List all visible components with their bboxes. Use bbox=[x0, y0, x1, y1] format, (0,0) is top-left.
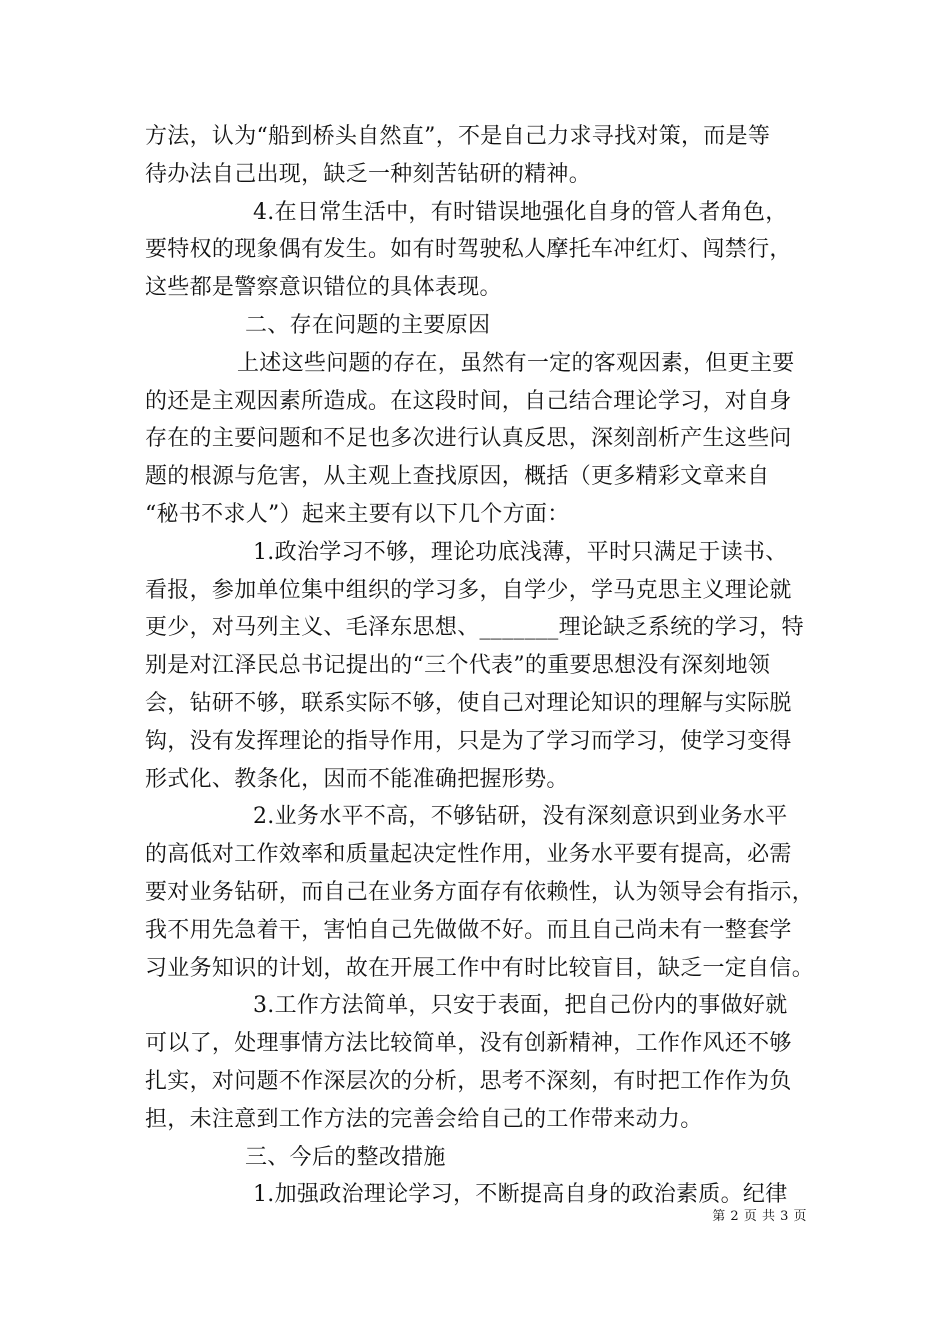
text-line: 要特权的现象偶有发生。如有时驾驶私人摩托车冲红灯、闯禁行， bbox=[145, 237, 792, 263]
text-line: 待办法自己出现，缺乏一种刻苦钻研的精神。 bbox=[145, 161, 592, 187]
text-line: 可以了，处理事情方法比较简单，没有创新精神，工作作风还不够 bbox=[145, 1031, 792, 1057]
text-line: 更少，对马列主义、毛泽东思想、_______理论缺乏系统的学习，特 bbox=[145, 615, 804, 641]
list-item-3: 3.工作方法简单，只安于表面，把自己份内的事做好就 bbox=[253, 993, 788, 1019]
list-item-4: 4.在日常生活中，有时错误地强化自身的管人者角色， bbox=[253, 199, 788, 225]
document-body bbox=[145, 118, 815, 1214]
text-line: 习业务知识的计划，故在开展工作中有时比较盲目，缺乏一定自信。 bbox=[145, 955, 815, 981]
text-line: 这些都是警察意识错位的具体表现。 bbox=[145, 275, 502, 301]
text-line: 方法，认为“船到桥头自然直”，不是自己力求寻找对策，而是等 bbox=[145, 124, 771, 149]
text-line: 我不用先急着干，害怕自己先做做不好。而且自己尚未有一整套学 bbox=[145, 917, 792, 943]
text-line: “秘书不求人”）起来主要有以下几个方面： bbox=[145, 501, 570, 527]
text-line: 的高低对工作效率和质量起决定性作用，业务水平要有提高，必需 bbox=[145, 842, 792, 868]
text-line: 看报，参加单位集中组织的学习多，自学少，学马克思主义理论就 bbox=[145, 577, 792, 603]
text-line: 题的根源与危害，从主观上查找原因，概括（更多精彩文章来自 bbox=[145, 464, 770, 490]
page-indicator: 第 2 页 共 3 页 bbox=[712, 1209, 807, 1224]
list-item-1: 1.政治学习不够，理论功底浅薄，平时只满足于读书、 bbox=[253, 539, 788, 565]
paragraph-start: 上述这些问题的存在，虽然有一定的客观因素，但更主要 bbox=[237, 350, 795, 376]
text-line: 别是对江泽民总书记提出的“三个代表”的重要思想没有深刻地领 bbox=[145, 653, 771, 679]
text-line: 扎实，对问题不作深层次的分析，思考不深刻，有时把工作作为负 bbox=[145, 1068, 792, 1094]
text-line: 担，未注意到工作方法的完善会给自己的工作带来动力。 bbox=[145, 1106, 703, 1132]
text-line: 存在的主要问题和不足也多次进行认真反思，深刻剖析产生这些问 bbox=[145, 426, 792, 452]
text-line: 会，钻研不够，联系实际不够，使自己对理论知识的理解与实际脱 bbox=[145, 690, 792, 716]
section-heading-2: 二、存在问题的主要原因 bbox=[245, 312, 491, 338]
section-heading-3: 三、今后的整改措施 bbox=[245, 1144, 446, 1170]
text-line: 的还是主观因素所造成。在这段时间，自己结合理论学习，对自身 bbox=[145, 388, 792, 414]
text-line: 形式化、教条化，因而不能准确把握形势。 bbox=[145, 766, 569, 792]
list-item-2: 2.业务水平不高，不够钻研，没有深刻意识到业务水平 bbox=[253, 804, 788, 830]
text-line: 要对业务钻研，而自己在业务方面存有依赖性，认为领导会有指示， bbox=[145, 879, 815, 905]
text-line: 钩，没有发挥理论的指导作用，只是为了学习而学习，使学习变得 bbox=[145, 728, 792, 754]
list-item-1-measures: 1.加强政治理论学习，不断提高自身的政治素质。纪律 bbox=[253, 1182, 788, 1208]
